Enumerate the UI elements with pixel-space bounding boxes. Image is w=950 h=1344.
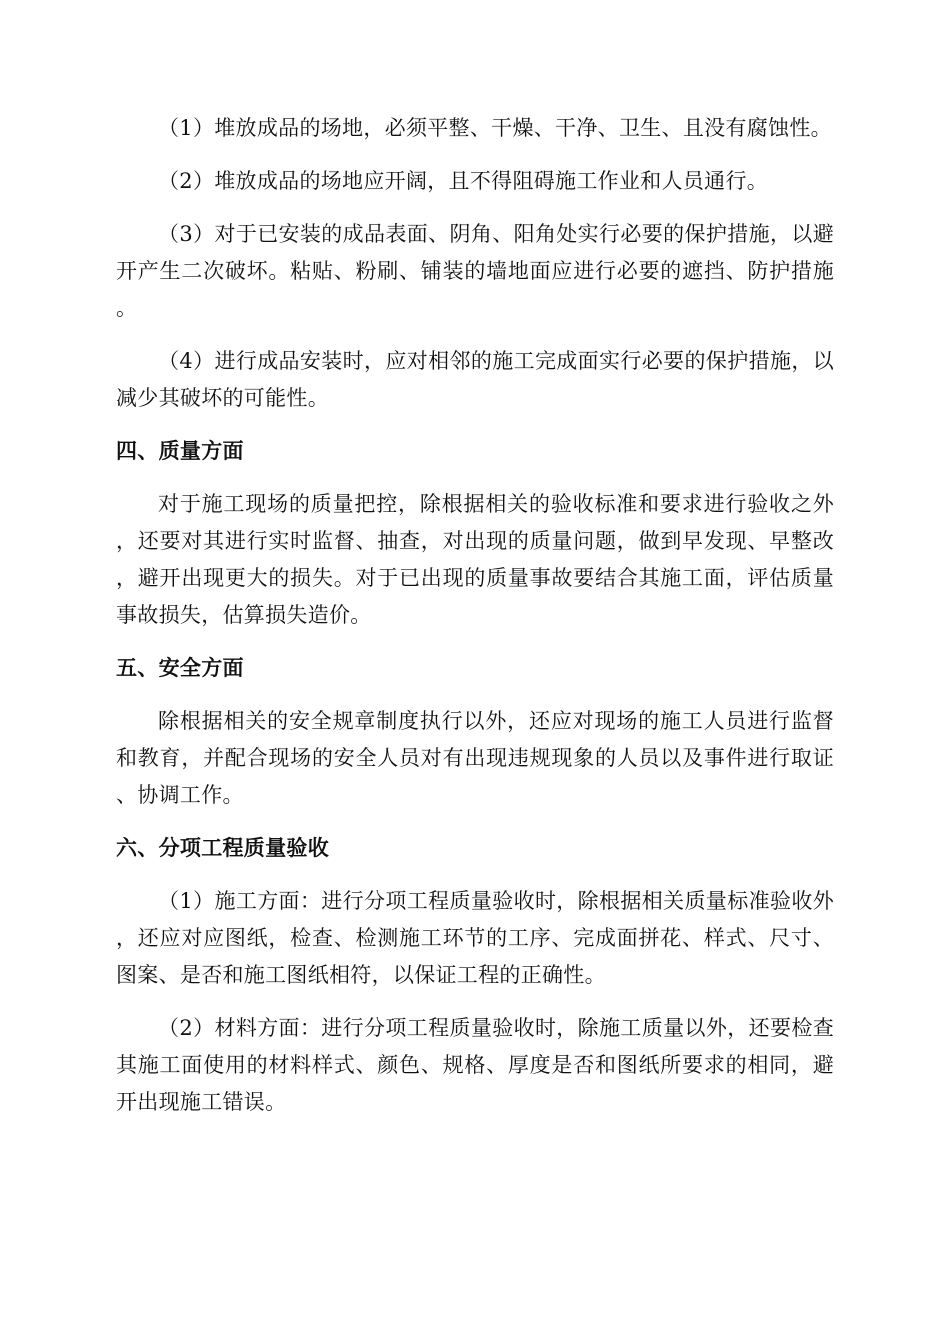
paragraph-acceptance-materials: （2）材料方面：进行分项工程质量验收时，除施工质量以外，还要检查其施工面使用的材料样式、颜色、规格、厚度是否和图纸所要求的相同，避开出现施工错误。	[116, 1016, 834, 1114]
paragraph-quality-control: 对于施工现场的质量把控，除根据相关的验收标准和要求进行验收之外，还要对其进行实时监督、抽查，对出现的质量问题，做到早发现、早整改，避开出现更大的损失。对于已出现的质量事故要结合其施工面，评估质量事故损失，估算损失造价。	[116, 492, 834, 627]
paragraph-storage-site-flat: （1）堆放成品的场地，必须平整、干燥、干净、卫生、且没有腐蚀性。	[158, 116, 832, 140]
section-heading-safety: 五、安全方面	[116, 656, 244, 680]
section-heading-quality: 四、质量方面	[116, 439, 244, 463]
paragraph-storage-site-open: （2）堆放成品的场地应开阔，且不得阻碍施工作业和人员通行。	[158, 169, 769, 193]
paragraph-surface-protection: （3）对于已安装的成品表面、阴角、阳角处实行必要的保护措施，以避开产生二次破坏。粘贴、粉刷、铺装的墙地面应进行必要的遮挡、防护措施。	[116, 222, 834, 320]
section-heading-acceptance: 六、分项工程质量验收	[116, 836, 329, 860]
document-body	[116, 110, 834, 1137]
paragraph-safety: 除根据相关的安全规章制度执行以外，还应对现场的施工人员进行监督和教育，并配合现场的安全人员对有出现违规现象的人员以及事件进行取证、协调工作。	[116, 709, 834, 807]
paragraph-acceptance-construction: （1）施工方面：进行分项工程质量验收时，除根据相关质量标准验收外，还应对应图纸，检查、检测施工环节的工序、完成面拼花、样式、尺寸、图案、是否和施工图纸相符，以保证工程的正确性。	[116, 889, 834, 987]
paragraph-adjacent-protection: （4）进行成品安装时，应对相邻的施工完成面实行必要的保护措施，以减少其破坏的可能性。	[116, 349, 834, 410]
